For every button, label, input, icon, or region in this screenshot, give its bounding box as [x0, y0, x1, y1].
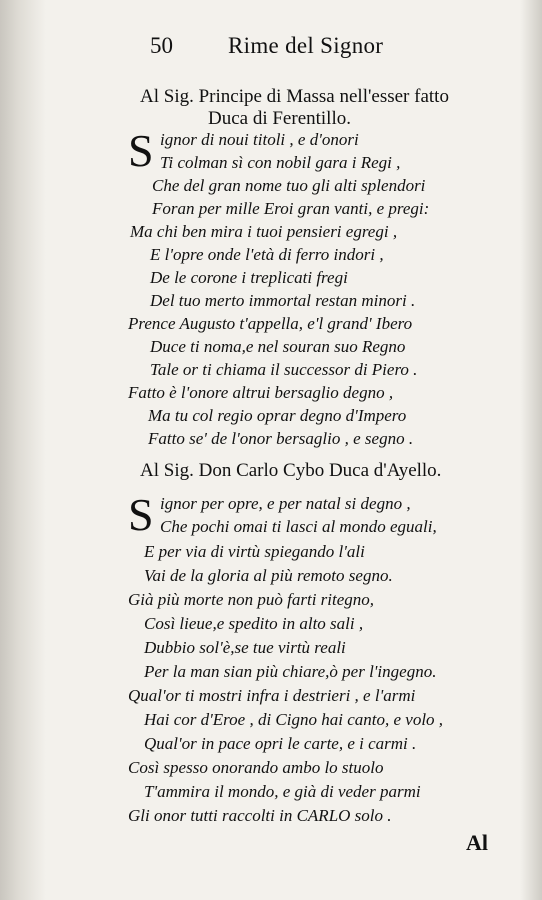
- page-number: 50: [150, 33, 173, 58]
- poem-line: Così spesso onorando ambo lo stuolo: [128, 758, 384, 777]
- poem-line: Qual'or in pace opri le carte, e i carmi .: [144, 734, 417, 753]
- poem-line: Gli onor tutti raccolti in CARLO solo .: [128, 806, 392, 825]
- running-head: Rime del Signor: [228, 33, 384, 58]
- poem-line: Hai cor d'Eroe , di Cigno hai canto, e volo ,: [144, 710, 444, 729]
- poem-line: Del tuo merto immortal restan minori .: [150, 291, 416, 310]
- poem-line: E per via di virtù spiegando l'ali: [144, 542, 365, 561]
- poem-line: T'ammira il mondo, e già di veder parmi: [144, 782, 421, 801]
- poem-line: De le corone i treplicati fregi: [150, 268, 348, 287]
- poem-line: E l'opre onde l'età di ferro indori ,: [150, 245, 384, 264]
- poem-line: Che del gran nome tuo gli alti splendori: [152, 176, 426, 195]
- poem-line: Vai de la gloria al più remoto segno.: [144, 566, 393, 585]
- page-header: [150, 33, 480, 67]
- poem-line: Duce ti noma,e nel souran suo Regno: [150, 337, 406, 356]
- poem-line: Che pochi omai ti lasci al mondo eguali,: [160, 517, 437, 536]
- page-gutter-shadow: [0, 0, 46, 900]
- catchword: Al: [466, 830, 488, 855]
- poem-line: Dubbio sol'è,se tue virtù reali: [144, 638, 346, 657]
- page-edge-shadow: [520, 0, 542, 900]
- sonnet2-dropcap: S: [128, 489, 154, 540]
- sonnet1-title-line2: Duca di Ferentillo.: [208, 108, 351, 129]
- poem-line: Ma tu col regio oprar degno d'Impero: [148, 406, 407, 425]
- poem-line: ignor per opre, e per natal si degno ,: [160, 494, 411, 513]
- poem-line: ignor di noui titoli , e d'onori: [160, 130, 359, 149]
- poem-line: Qual'or ti mostri infra i destrieri , e l'armi: [128, 686, 416, 705]
- poem-line: Prence Augusto t'appella, e'l grand' Ibero: [128, 314, 413, 333]
- poem-line: Fatto se' de l'onor bersaglio , e segno .: [148, 429, 414, 448]
- poem-line: Già più morte non può farti ritegno,: [128, 590, 375, 609]
- sonnet1-title-line1: Al Sig. Principe di Massa nell'esser fatto: [140, 86, 449, 107]
- poem-line: Così lieue,e spedito in alto sali ,: [144, 614, 364, 633]
- poem-line: Foran per mille Eroi gran vanti, e pregi:: [152, 199, 430, 218]
- poem-line: Tale or ti chiama il successor di Piero .: [150, 360, 418, 379]
- sonnet1-dropcap: S: [128, 125, 154, 176]
- poem-line: Ma chi ben mira i tuoi pensieri egregi ,: [130, 222, 398, 241]
- poem-line: Per la man sian più chiare,ò per l'ingegno.: [144, 662, 437, 681]
- sonnet2-title: Al Sig. Don Carlo Cybo Duca d'Ayello.: [140, 460, 442, 481]
- poem-line: Ti colman sì con nobil gara i Regi ,: [160, 153, 401, 172]
- poem-line: Fatto è l'onore altrui bersaglio degno ,: [128, 383, 394, 402]
